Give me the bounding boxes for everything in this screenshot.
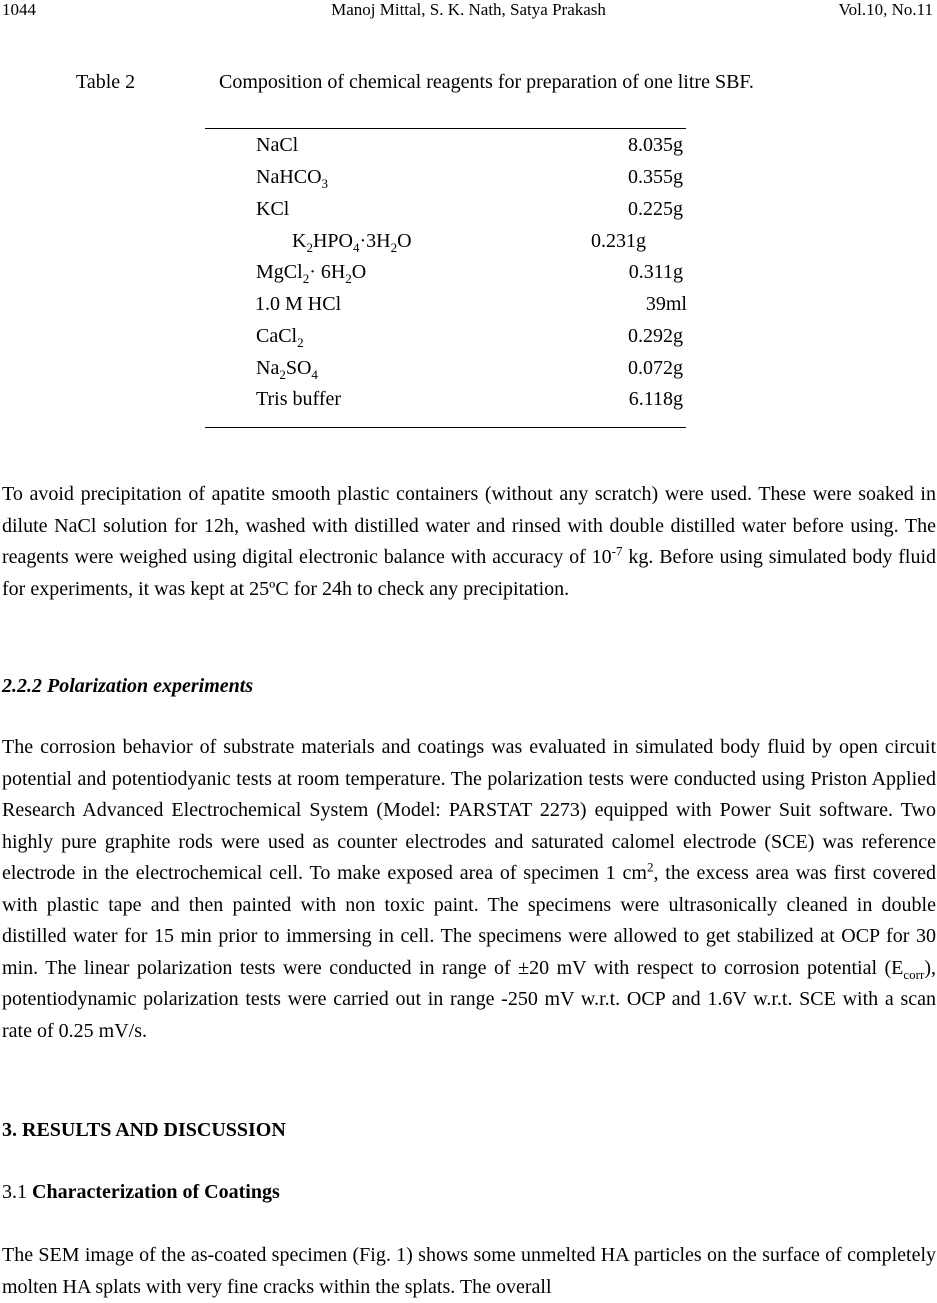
reagent-name: NaCl bbox=[256, 134, 299, 156]
table-row bbox=[256, 356, 683, 380]
reagent-amount: 0.072g bbox=[628, 357, 683, 379]
table-row bbox=[256, 260, 683, 284]
reagent-amount: 0.225g bbox=[628, 198, 683, 220]
reagent-amount: 0.292g bbox=[628, 325, 683, 347]
reagent-name: 1.0 M HCl bbox=[255, 293, 342, 315]
table-top-rule bbox=[205, 128, 686, 129]
table-bottom-rule bbox=[205, 427, 686, 428]
reagent-amount: 0.355g bbox=[628, 166, 683, 188]
paragraph-polarization: The corrosion behavior of substrate materials and coatings was evaluated in simulated body fluid by open circuit potential and potentiodyanic tests at room temperature. The polarization tests were conducted using Priston Applied Research Advanced Electrochemical System (Model: PARSTAT 2273) equipped with Power Suit software. Two highly pure graphite rods were used as counter electrodes and saturated calomel electrode (SCE) was reference electrode in the electrochemical cell. To make exposed area of specimen 1 $cm^2$, the excess area was first covered with plastic tape and then painted with non toxic paint. The specimens were ultrasonically cleaned in double distilled water for 15 min prior to immersing in cell. The specimens were allowed to get stabilized at OCP for 30 min. The linear polarization tests were conducted in range of ±20 mV with respect to corrosion potential $(E_{corr})$, potentiodynamic polarization tests were carried out in range -250 mV w.r.t. OCP and 1.6V w.r.t. SCE with a scan rate of 0.25 mV/s. bbox=[2, 736, 936, 1042]
reagent-name: MgCl$_2$· $6H_2O$ bbox=[256, 261, 367, 286]
table-row bbox=[256, 387, 683, 411]
table-row bbox=[292, 229, 646, 253]
table-row bbox=[256, 165, 683, 189]
reagent-name: $Na_2SO_4$ bbox=[256, 357, 318, 382]
reagent-name: NaHCO$_3$ bbox=[256, 166, 329, 191]
table-row bbox=[256, 324, 683, 348]
reagent-amount: 8.035g bbox=[628, 134, 683, 156]
reagent-amount: 0.231g bbox=[591, 230, 646, 252]
table-caption-text: Composition of chemical reagents for preparation of one litre SBF. bbox=[219, 71, 754, 93]
table-label: Table 2 bbox=[76, 71, 136, 93]
page-number: 1044 bbox=[2, 0, 36, 19]
table-row bbox=[256, 133, 683, 157]
reagent-amount: 6.118g bbox=[628, 388, 683, 410]
table-row bbox=[256, 197, 683, 221]
section-heading-results: 3. RESULTS AND DISCUSSION bbox=[2, 1119, 286, 1141]
table-caption bbox=[76, 70, 754, 94]
section-heading-polarization: 2.2.2 Polarization experiments bbox=[2, 675, 254, 697]
reagent-name: CaCl$_2$ bbox=[256, 325, 304, 350]
paragraph-sem: The SEM image of the as-coated specimen (Fig. 1) shows some unmelted HA particles on the surface of completely molten HA splats with very fine cracks within the splats. The overall bbox=[2, 1244, 936, 1298]
reagent-name: Tris buffer bbox=[256, 388, 342, 410]
reagent-amount: 39ml bbox=[645, 293, 687, 315]
reagent-name: KCl bbox=[256, 198, 290, 220]
table-row bbox=[255, 292, 687, 316]
section-heading-characterization: 3.1 Characterization of Coatings bbox=[2, 1181, 280, 1203]
running-header-volume: Vol.10, No.11 bbox=[838, 0, 933, 19]
reagent-amount: 0.311g bbox=[628, 261, 683, 283]
paragraph-containers: To avoid precipitation of apatite smooth plastic containers (without any scratch) were used. These were soaked in dilute NaCl solution for 12h, washed with distilled water and rinsed with double distilled water before using. The reagents were weighed using digital electronic balance with accuracy of $10^{-7}$ kg. Before using simulated body fluid for experiments, it was kept at 25ºC for 24h to check any precipitation. bbox=[2, 483, 936, 600]
reagent-name: $K_2HPO_4\cdot 3H_2O$ bbox=[292, 230, 412, 255]
running-header-authors: Manoj Mittal, S. K. Nath, Satya Prakash bbox=[331, 0, 606, 19]
